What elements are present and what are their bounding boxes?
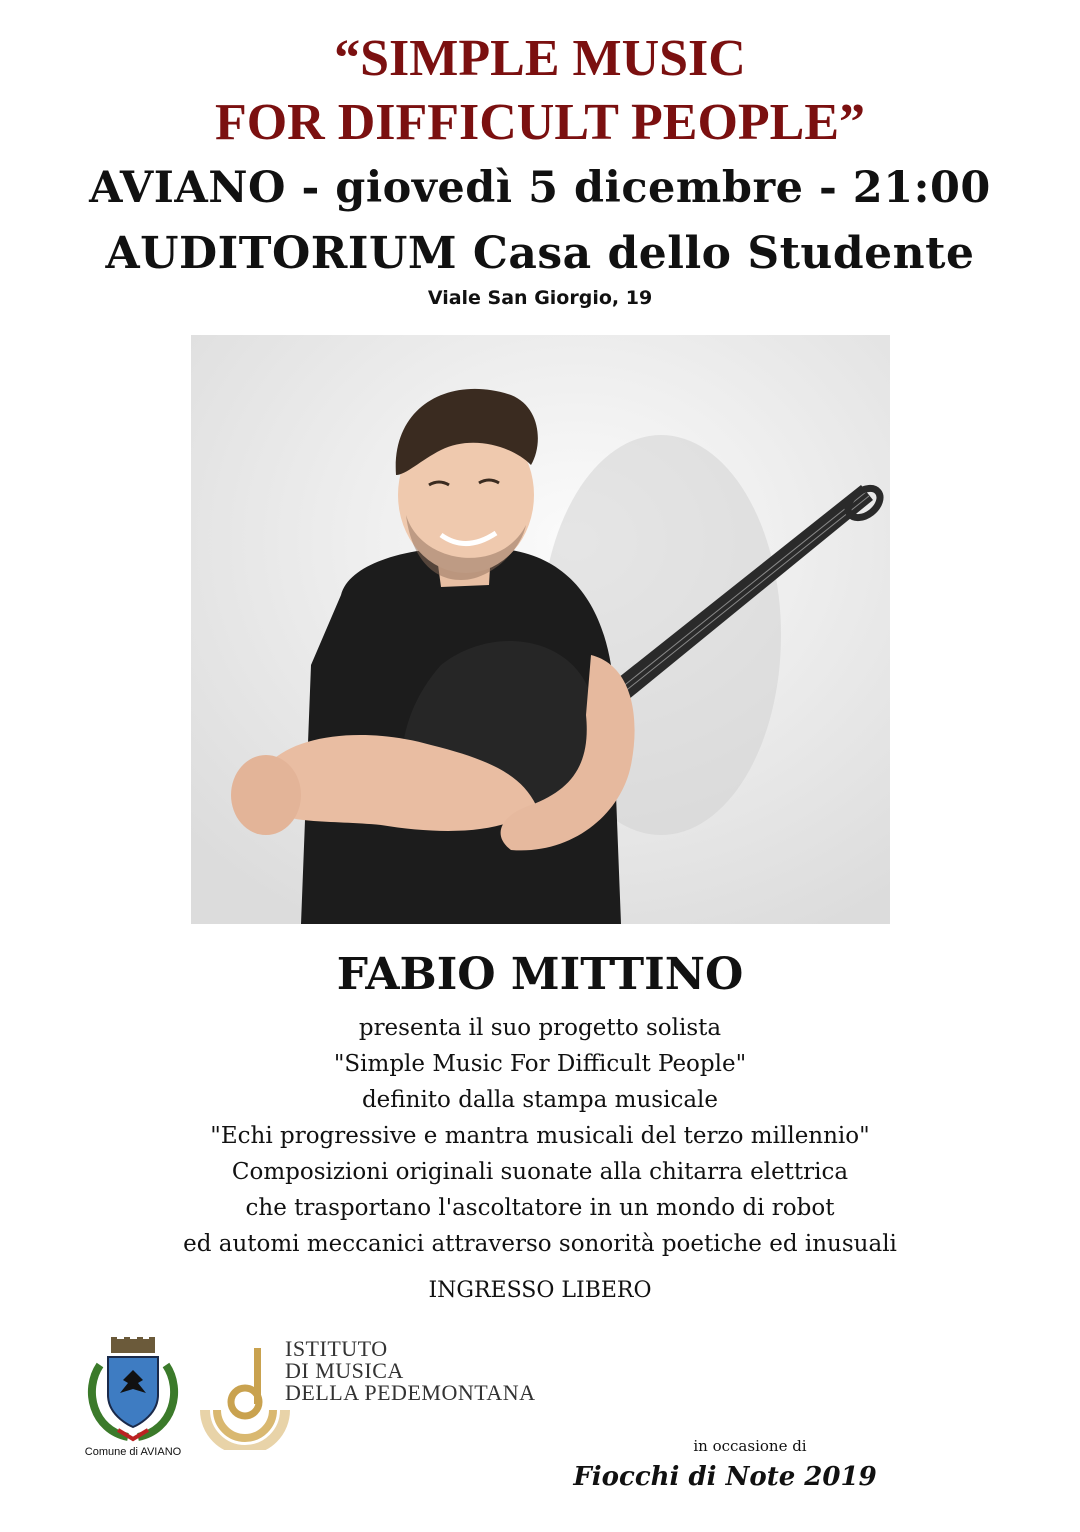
description-line: ed automi meccanici attraverso sonorità poetiche ed inusuali	[183, 1231, 897, 1257]
event-name: Fiocchi di Note 2019	[573, 1462, 877, 1492]
istituto-line: ISTITUTO	[285, 1336, 388, 1361]
occasion-label: in occasione di	[693, 1437, 807, 1455]
title-line-1: “SIMPLE MUSIC	[334, 30, 746, 87]
comune-label: Comune di AVIANO	[84, 1446, 182, 1458]
istituto-line: DELLA PEDEMONTANA	[285, 1380, 536, 1405]
istituto-musica-logo-icon	[195, 1340, 295, 1450]
description-line: "Simple Music For Difficult People"	[333, 1051, 747, 1077]
description-line: che trasportano l'ascoltatore in un mondo di robot	[245, 1195, 835, 1221]
title-line-2: FOR DIFFICULT PEOPLE”	[214, 94, 866, 151]
artist-photo	[191, 335, 890, 924]
aviano-coat-of-arms-icon	[78, 1335, 188, 1445]
description-line: presenta il suo progetto solista	[358, 1015, 722, 1041]
istituto-line: DI MUSICA	[285, 1358, 404, 1383]
description-line: Composizioni originali suonate alla chitarra elettrica	[231, 1159, 849, 1185]
venue: AUDITORIUM Casa dello Studente	[105, 228, 975, 279]
istituto-musica-name	[285, 1338, 536, 1404]
date-line: AVIANO - giovedì 5 dicembre - 21:00	[89, 163, 991, 213]
description-line: definito dalla stampa musicale	[361, 1087, 719, 1113]
description	[0, 1010, 1080, 1262]
address: Viale San Giorgio, 19	[427, 287, 653, 309]
free-entry: INGRESSO LIBERO	[428, 1278, 652, 1303]
artist-name: FABIO MITTINO	[336, 949, 744, 1000]
description-line: "Echi progressive e mantra musicali del terzo millennio"	[210, 1123, 870, 1149]
